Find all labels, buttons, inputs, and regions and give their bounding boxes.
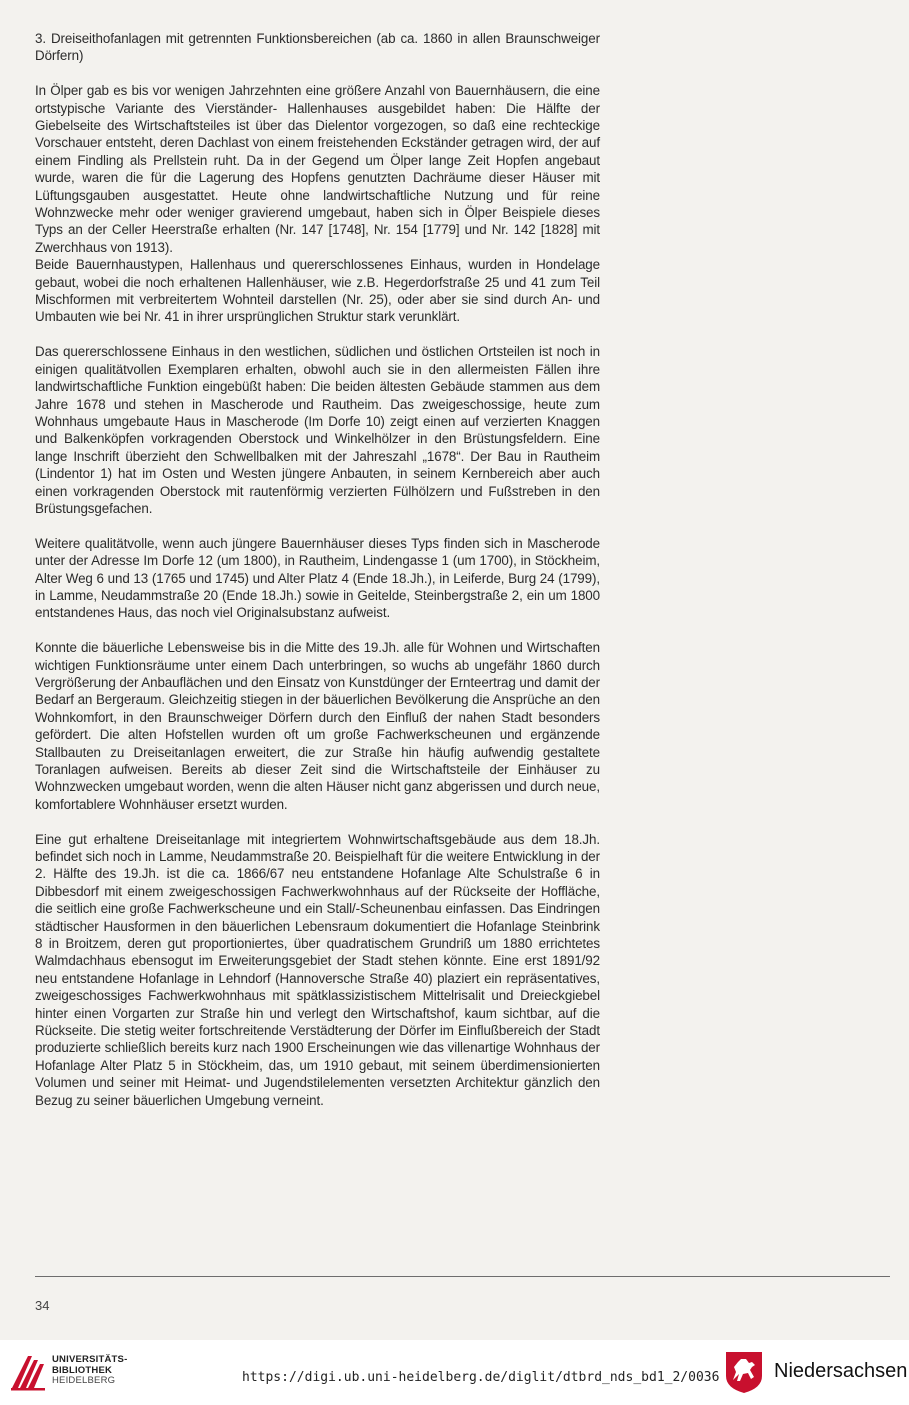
state-name: Niedersachsen	[774, 1360, 908, 1382]
paragraph: Konnte die bäuerliche Lebensweise bis in die Mitte des 19.Jh. alle für Wohnen und Wirtschaften wichtigen Funktionsräume unter einem Dach unterbringen, so wuchs ab ungefähr 1860 durch Vergrößerung der Anbauflächen und den Einsatz von Kunstdünger der Ernteertrag und damit der Bedarf an Bergeraum. Gleichzeitig stiegen in der bäuerlichen Bevölkerung die Ansprüche an den Wohnkomfort, in den Braunschweiger Dörfern durch den Einfluß der nahen Stadt besonders gefördert. Die alten Hofstellen wurden oft um große Fachwerkscheunen und ergänzende Stallbauten zu Dreiseitanlagen erweitert, die zur Straße hin häufig aufwendig gestaltete Toranlagen aufweisen. Bereits ab dieser Zeit sind die Wirtschaftsteile der Einhäuser zu Wohnzwecken umgebaut worden, wenn die alten Häuser nicht ganz abgerissen und durch neue, komfortablere Wohnhäuser ersetzt wurden.	[35, 640, 600, 812]
document-url-link[interactable]: https://digi.ub.uni-heidelberg.de/diglit/dtbrd_nds_bd1_2/0036	[242, 1370, 720, 1385]
university-library-logo-icon	[8, 1348, 50, 1394]
library-name	[52, 1355, 127, 1387]
page-number: 34	[35, 1298, 50, 1313]
paragraph-text: In Ölper gab es bis vor wenigen Jahrzehnten eine größere Anzahl von Bauernhäusern, die eine ortstypische Variante des Vierständer- Hallenhauses ausgebildet haben: Die Hälfte der Giebelseite des Wirtschaftsteiles ist über das Dielentor vorgezogen, so daß eine rechteckige Vorschauer entsteht, deren Dachlast von einem freistehenden Eckständer getragen wird, der auf einem Findling als Prellstein ruht. Da in der Gegend um Ölper lange Zeit Hopfen angebaut wurde, waren die für die Lagerung des Hopfens genutzten Dachräume dieser Häuser mit Lüftungsgauben ausgestattet. Heute ohne landwirtschaftliche Nutzung und für reine Wohnzwecke mehr oder weniger gravierend umgebaut, haben sich in Ölper Beispiele dieses Typs an der Celler Heerstraße erhalten (Nr. 147 [1748], Nr. 154 [1779] und Nr. 142 [1828] mit Zwerchhaus von 1913).	[35, 83, 600, 255]
viewer-footer	[0, 1340, 909, 1405]
library-name-line: UNIVERSITÄTS-	[52, 1354, 128, 1365]
library-name-line: HEIDELBERG	[52, 1375, 116, 1386]
section-heading: 3. Dreiseithofanlagen mit getrennten Funktionsbereichen (ab ca. 1860 in allen Braunschweiger Dörfern)	[35, 31, 600, 64]
paragraph: Eine gut erhaltene Dreiseitanlage mit integriertem Wohnwirtschaftsgebäude aus dem 18.Jh. befindet sich noch in Lamme, Neudammstraße 20. Beispielhaft für die weitere Entwicklung in der 2. Hälfte des 19.Jh. ist die ca. 1866/67 neu entstandene Hofanlage Alte Schulstraße 6 in Dibbesdorf mit einem zweigeschossigen Fachwerkwohnhaus auf der Rückseite der Hoffläche, die seitlich eine große Fachwerkscheune und ein Stall/-Scheunenbau einfassen. Das Eindringen städtischer Hausformen in den bäuerlichen Lebensraum dokumentiert die Hofanlage Steinbrink 8 in Broitzem, deren gut proportioniertes, über quadratischem Grundriß um 1880 errichtetes Walmdachhaus ebensogut im Erweiterungsgebiet der Stadt stehen könnte. Eine erst 1891/92 neu entstandene Hofanlage in Lehndorf (Hannoversche Straße 40) plaziert ein repräsentatives, zweigeschossiges Fachwerkwohnhaus mit spätklassizistischem Mittelrisalit und Dreieckgiebel hinter einen Vorgarten zur Straße hin und verlegt den Wirtschaftshof, kaum sichtbar, auf die Rückseite. Die stetig weiter fortschreitende Verstädterung der Dörfer im Einflußbereich der Stadt produzierte schließlich bereits kurz nach 1900 Erscheinungen wie das villenartige Wohnhaus der Hofanlage Alter Platz 5 in Stöckheim, das, um 1910 gebaut, mit seinem überdimensionierten Volumen und seiner mit Heimat- und Jugendstilelementen versetzten Architektur gänzlich den Bezug zu seiner bäuerlichen Umgebung verneint.	[35, 831, 600, 1108]
library-name-line: BIBLIOTHEK	[52, 1364, 113, 1376]
body-text	[35, 30, 600, 1127]
paragraph: Weitere qualitätvolle, wenn auch jüngere Bauernhäuser dieses Typs finden sich in Mascherode unter der Adresse Im Dorfe 12 (um 1800), in Rautheim, Lindengasse 1 (um 1700), in Stöckheim, Alter Weg 6 und 13 (1765 und 1745) und Alter Platz 4 (Ende 18.Jh.), in Leiferde, Burg 24 (1799), in Lamme, Neudammstraße 20 (Ende 18.Jh.) sowie in Geitelde, Steinbergstraße 2, ein um 1800 entstandenes Haus, das noch viel Originalsubstanz aufweist.	[35, 535, 600, 621]
paragraph: Das quererschlossene Einhaus in den westlichen, südlichen und östlichen Ortsteilen ist noch in einigen qualitätvollen Exemplaren erhalten, obwohl auch sie in den allermeisten Fällen ihre landwirtschaftliche Funktion eingebüßt haben: Die beiden ältesten Gebäude stammen aus dem Jahre 1678 und stehen in Mascherode und Rautheim. Das zweigeschossige, heute zum Wohnhaus umgebaute Haus in Mascherode (Im Dorfe 10) zeigt einen auf verzierten Knaggen und Balkenköpfen vorkragenden Oberstock und Winkelhölzer in den Brüstungsfeldern. Eine lange Inschrift überzieht den Schwellbalken mit der Jahreszahl „1678“. Der Bau in Rautheim (Lindentor 1) hat im Osten und Westen jüngere Anbauten, in seinem Kernbereich aber auch einen vorkragenden Oberstock mit rautenförmig verzierten Fülhölzern und Fußstreben in den Brüstungsgefachen.	[35, 344, 600, 516]
footer-rule	[35, 1276, 890, 1277]
lower-saxony-horse-logo-icon	[724, 1350, 764, 1394]
paragraph	[35, 82, 600, 256]
paragraph: Beide Bauernhaustypen, Hallenhaus und quererschlossenes Einhaus, wurden in Hondelage gebaut, wobei die noch erhaltenen Hallenhäuser, wie z.B. Hegerdorfstraße 25 und 41 zum Teil Mischformen mit verbreitertem Wohnteil darstellen (Nr. 25), oder aber sie sind durch An- und Umbauten wie bei Nr. 41 in ihrer ursprünglichen Struktur stark verunklärt.	[35, 257, 600, 325]
